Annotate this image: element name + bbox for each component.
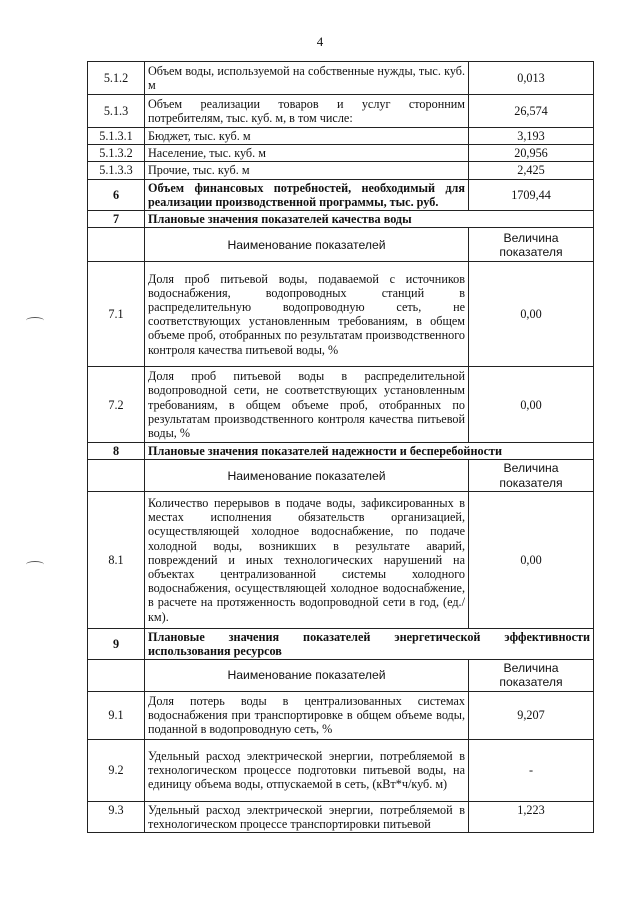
row-description: Количество перерывов в подаче воды, зафиксированных в местах исполнения обязательств организацией, осуществляющей холодное водоснабжение, по подаче холодной воды, возникших в результате аварий, повреждений и иных технологических нарушений на объектах централизованной системы холодного водоснабжения, осуществляющей холодное водоснабжение, в расчете на протяженность водопроводной сети в год, (ед./км). [145,491,469,628]
row-value: 3,193 [469,128,594,145]
row-value: 2,425 [469,162,594,179]
section-row [88,628,594,659]
table-row [88,262,594,367]
row-value: 9,207 [469,691,594,739]
row-number: 5.1.3.3 [88,162,145,179]
section-title: Плановые значения показателей качества воды [145,211,594,228]
column-header-value: Величина показателя [469,460,594,491]
table-header-row [88,228,594,262]
column-header-value: Величина показателя [469,660,594,691]
section-row [88,211,594,228]
row-description: Объем реализации товаров и услуг сторонним потребителям, тыс. куб. м, в том числе: [145,95,469,128]
table-row [88,145,594,162]
indicators-table [87,61,594,833]
row-description: Объем финансовых потребностей, необходимый для реализации производственной программы, тыс. руб. [145,179,469,210]
row-number: 9.2 [88,739,145,801]
table-row [88,128,594,145]
header-empty-cell [88,460,145,491]
row-value: - [469,739,594,801]
header-empty-cell [88,660,145,691]
column-header-name: Наименование показателей [145,660,469,691]
row-number: 5.1.3.2 [88,145,145,162]
table-header-row [88,460,594,491]
row-value: 1709,44 [469,179,594,210]
row-number: 5.1.3.1 [88,128,145,145]
header-empty-cell [88,228,145,262]
row-value: 1,223 [469,801,594,832]
row-number: 5.1.2 [88,62,145,95]
row-number: 6 [88,179,145,210]
row-number: 9.1 [88,691,145,739]
section-number: 7 [88,211,145,228]
section-title: Плановые значения показателей энергетической эффективности использования ресурсов [145,628,594,659]
table-header-row [88,660,594,691]
row-value: 0,013 [469,62,594,95]
row-value: 0,00 [469,491,594,628]
row-number: 7.2 [88,367,145,443]
row-description: Доля проб питьевой воды в распределительной водопроводной сети, не соответствующих установленным требованиям, в общем объеме проб, отобранных по результатам производственного контроля качества питьевой воды, % [145,367,469,443]
row-value: 26,574 [469,95,594,128]
table-row [88,691,594,739]
margin-mark [26,561,44,568]
row-description: Доля проб питьевой воды, подаваемой с источников водоснабжения, водопроводных станций в распределительную водопроводную сеть, не соответствующих установленным требованиям, в общем объеме проб, отобранных по результатам производственного контроля качества питьевой воды, % [145,262,469,367]
row-number: 8.1 [88,491,145,628]
section-number: 9 [88,628,145,659]
column-header-name: Наименование показателей [145,460,469,491]
column-header-name: Наименование показателей [145,228,469,262]
row-description: Население, тыс. куб. м [145,145,469,162]
column-header-value: Величина показателя [469,228,594,262]
row-value: 0,00 [469,367,594,443]
row-description: Доля потерь воды в централизованных системах водоснабжения при транспортировке в общем объеме воды, поданной в водопроводную сеть, % [145,691,469,739]
row-description: Удельный расход электрической энергии, потребляемой в технологическом процессе подготовки питьевой воды, на единицу объема воды, отпускаемой в сеть, (кВт*ч/куб. м) [145,739,469,801]
table-row [88,491,594,628]
row-number: 9.3 [88,801,145,832]
row-number: 7.1 [88,262,145,367]
row-description: Удельный расход электрической энергии, потребляемой в технологическом процессе транспортировки питьевой [145,801,469,832]
row-value: 20,956 [469,145,594,162]
page-number: 4 [316,34,324,49]
section-row [88,443,594,460]
table-row [88,801,594,832]
table-row [88,367,594,443]
row-number: 5.1.3 [88,95,145,128]
table-row [88,739,594,801]
row-description: Бюджет, тыс. куб. м [145,128,469,145]
section-title: Плановые значения показателей надежности и бесперебойности [145,443,594,460]
table-row [88,62,594,95]
row-description: Прочие, тыс. куб. м [145,162,469,179]
margin-mark [26,317,44,324]
table-row [88,95,594,128]
section-number: 8 [88,443,145,460]
row-value: 0,00 [469,262,594,367]
table-row [88,162,594,179]
row-description: Объем воды, используемой на собственные нужды, тыс. куб. м [145,62,469,95]
table-row [88,179,594,210]
